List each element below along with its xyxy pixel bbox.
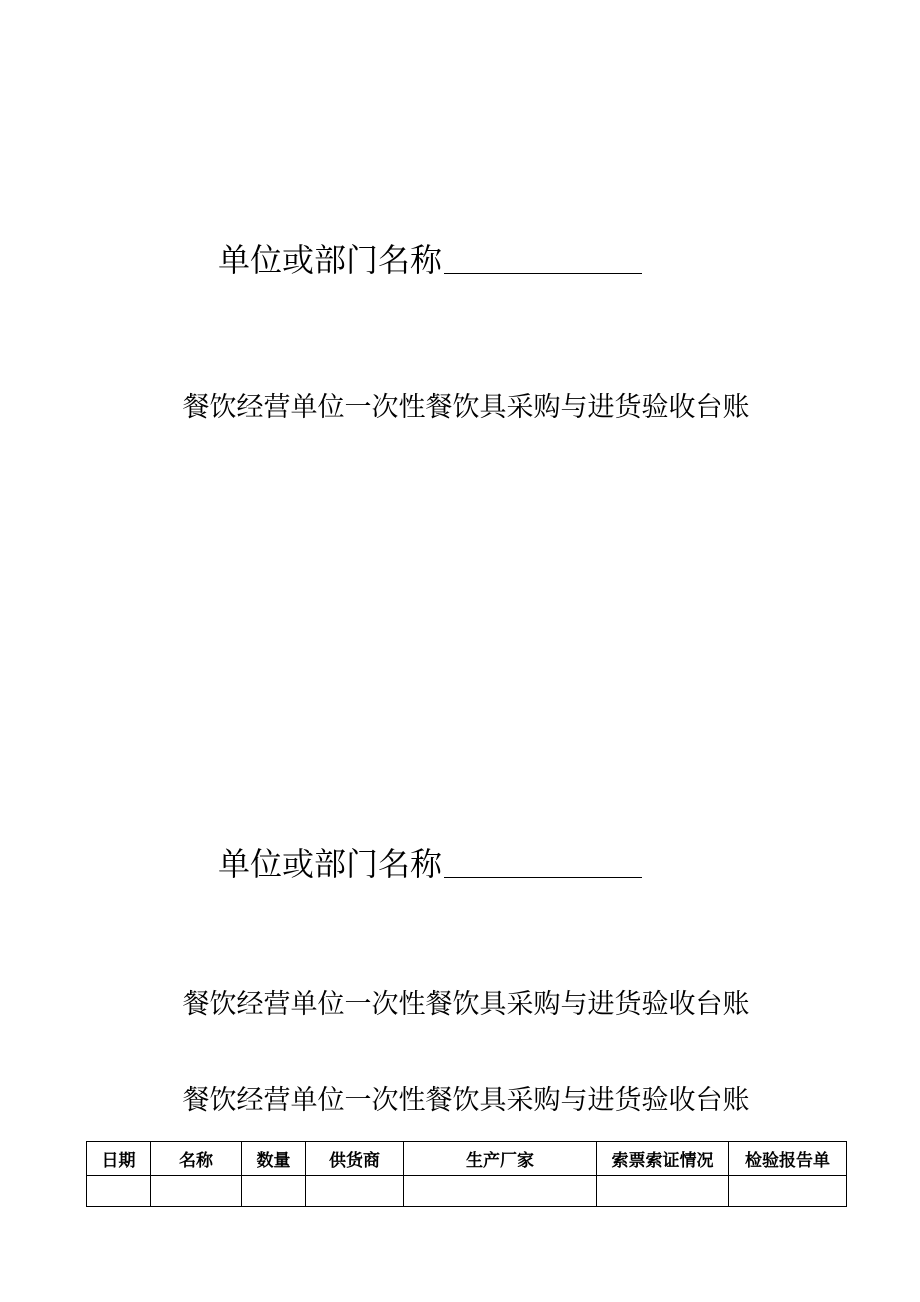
table-header-row	[87, 1142, 847, 1176]
column-header-certificates: 索票索证情况	[597, 1142, 729, 1176]
table-cell[interactable]	[597, 1176, 729, 1207]
table-cell[interactable]	[729, 1176, 847, 1207]
unit-name-line-1	[218, 240, 642, 280]
table-cell[interactable]	[242, 1176, 306, 1207]
unit-name-label: 单位或部门名称	[218, 241, 443, 279]
table-row	[87, 1176, 847, 1207]
table-cell[interactable]	[87, 1176, 151, 1207]
column-header-manufacturer: 生产厂家	[404, 1142, 597, 1176]
column-header-quantity: 数量	[242, 1142, 306, 1176]
ledger-title-1: 餐饮经营单位一次性餐饮具采购与进货验收台账	[182, 392, 750, 423]
unit-name-label: 单位或部门名称	[218, 845, 443, 883]
unit-name-blank[interactable]	[444, 241, 642, 274]
ledger-title-2: 餐饮经营单位一次性餐饮具采购与进货验收台账	[182, 989, 750, 1020]
unit-name-blank[interactable]	[444, 845, 642, 878]
unit-name-line-2	[218, 844, 642, 884]
ledger-table	[86, 1141, 847, 1207]
column-header-name: 名称	[151, 1142, 242, 1176]
ledger-title-3: 餐饮经营单位一次性餐饮具采购与进货验收台账	[182, 1085, 750, 1116]
column-header-inspection-report: 检验报告单	[729, 1142, 847, 1176]
table-cell[interactable]	[306, 1176, 404, 1207]
table-cell[interactable]	[404, 1176, 597, 1207]
column-header-date: 日期	[87, 1142, 151, 1176]
table-cell[interactable]	[151, 1176, 242, 1207]
column-header-supplier: 供货商	[306, 1142, 404, 1176]
